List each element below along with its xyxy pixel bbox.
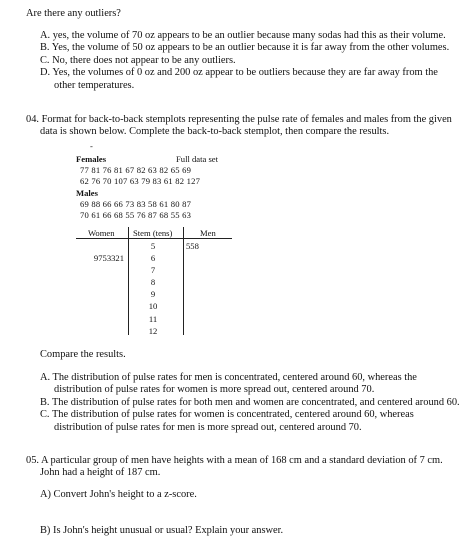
q05-part-b: B) Is John's height unusual or usual? Explain your answer.: [40, 525, 284, 536]
outlier-option-b: B. Yes, the volume of 50 oz appears to be an outlier because it is far away from the other volumes.: [40, 42, 450, 54]
stem-value: 6: [150, 253, 156, 264]
outlier-question: Are there any outliers?: [26, 8, 121, 19]
outlier-option-d: D. Yes, the volumes of 0 oz and 200 oz appear to be outliers because they are far away from the other temperatures.: [40, 67, 438, 91]
males-row-1: 69 88 66 66 73 83 58 61 80 87: [80, 199, 192, 209]
stem-value: 8: [150, 277, 156, 288]
stemplot-women-header: Women: [88, 228, 115, 238]
outlier-options: [40, 30, 460, 92]
females-row-1: 77 81 76 81 67 82 63 82 65 69: [80, 165, 192, 175]
stemplot-header-rule: [76, 238, 232, 239]
stem-value: 11: [148, 313, 158, 324]
compare-option-a: A. The distribution of pulse rates for men is concentrated, centered around 60, whereas the distribution of pulse rates for women is more spread out, centered around 70.: [40, 372, 417, 396]
stem-value: 12: [148, 325, 158, 336]
outlier-option-c: C. No, there does not appear to be any outliers.: [40, 54, 236, 66]
stem-value: 9: [150, 289, 156, 300]
q04-dash: -: [90, 141, 93, 151]
q04-text-line1: 04. Format for back-to-back stemplots representing the pulse rate of females and males from the given: [26, 114, 452, 125]
stemplot-men-header: Men: [200, 228, 216, 238]
stemplot-stem-header: Stem (tens): [133, 228, 173, 238]
compare-option-b: B. The distribution of pulse rates for both men and women are concentrated, and centered around 60.: [40, 396, 460, 408]
males-row-2: 70 61 66 68 55 76 87 68 55 63: [80, 210, 192, 220]
outlier-option-a: A. yes, the volume of 70 oz appears to be an outlier because many sodas had this as their volume.: [40, 30, 446, 41]
compare-options: [40, 372, 460, 434]
stemplot-women-leaves: 9753321: [93, 253, 124, 263]
stemplot-men-leaves: 558: [186, 241, 199, 251]
compare-label: Compare the results.: [40, 349, 126, 360]
females-label: Females: [76, 154, 107, 164]
stemplot-right-divider: [183, 227, 184, 335]
stemplot-left-divider: [128, 227, 129, 335]
stem-value: 5: [150, 241, 156, 251]
full-data-label: Full data set: [176, 154, 219, 164]
q05-text-line2: John had a height of 187 cm.: [40, 467, 161, 478]
q05-text-line1: 05. A particular group of men have heights with a mean of 168 cm and a standard deviation of 7 cm.: [26, 455, 443, 466]
q05-part-a: A) Convert John's height to a z-score.: [40, 489, 197, 500]
stemplot-stems: [138, 240, 168, 337]
females-row-2: 62 76 70 107 63 79 83 61 82 127: [80, 176, 201, 186]
q04-text-line2: data is shown below. Complete the back-to-back stemplot, then compare the results.: [40, 126, 390, 137]
stem-value: 7: [150, 265, 156, 276]
males-label: Males: [76, 188, 98, 198]
stem-value: 10: [148, 301, 158, 312]
compare-option-c: C. The distribution of pulse rates for women is concentrated, centered around 60, whereas distribution of pulse rates for men is more spread out, centered around 70.: [40, 409, 414, 433]
